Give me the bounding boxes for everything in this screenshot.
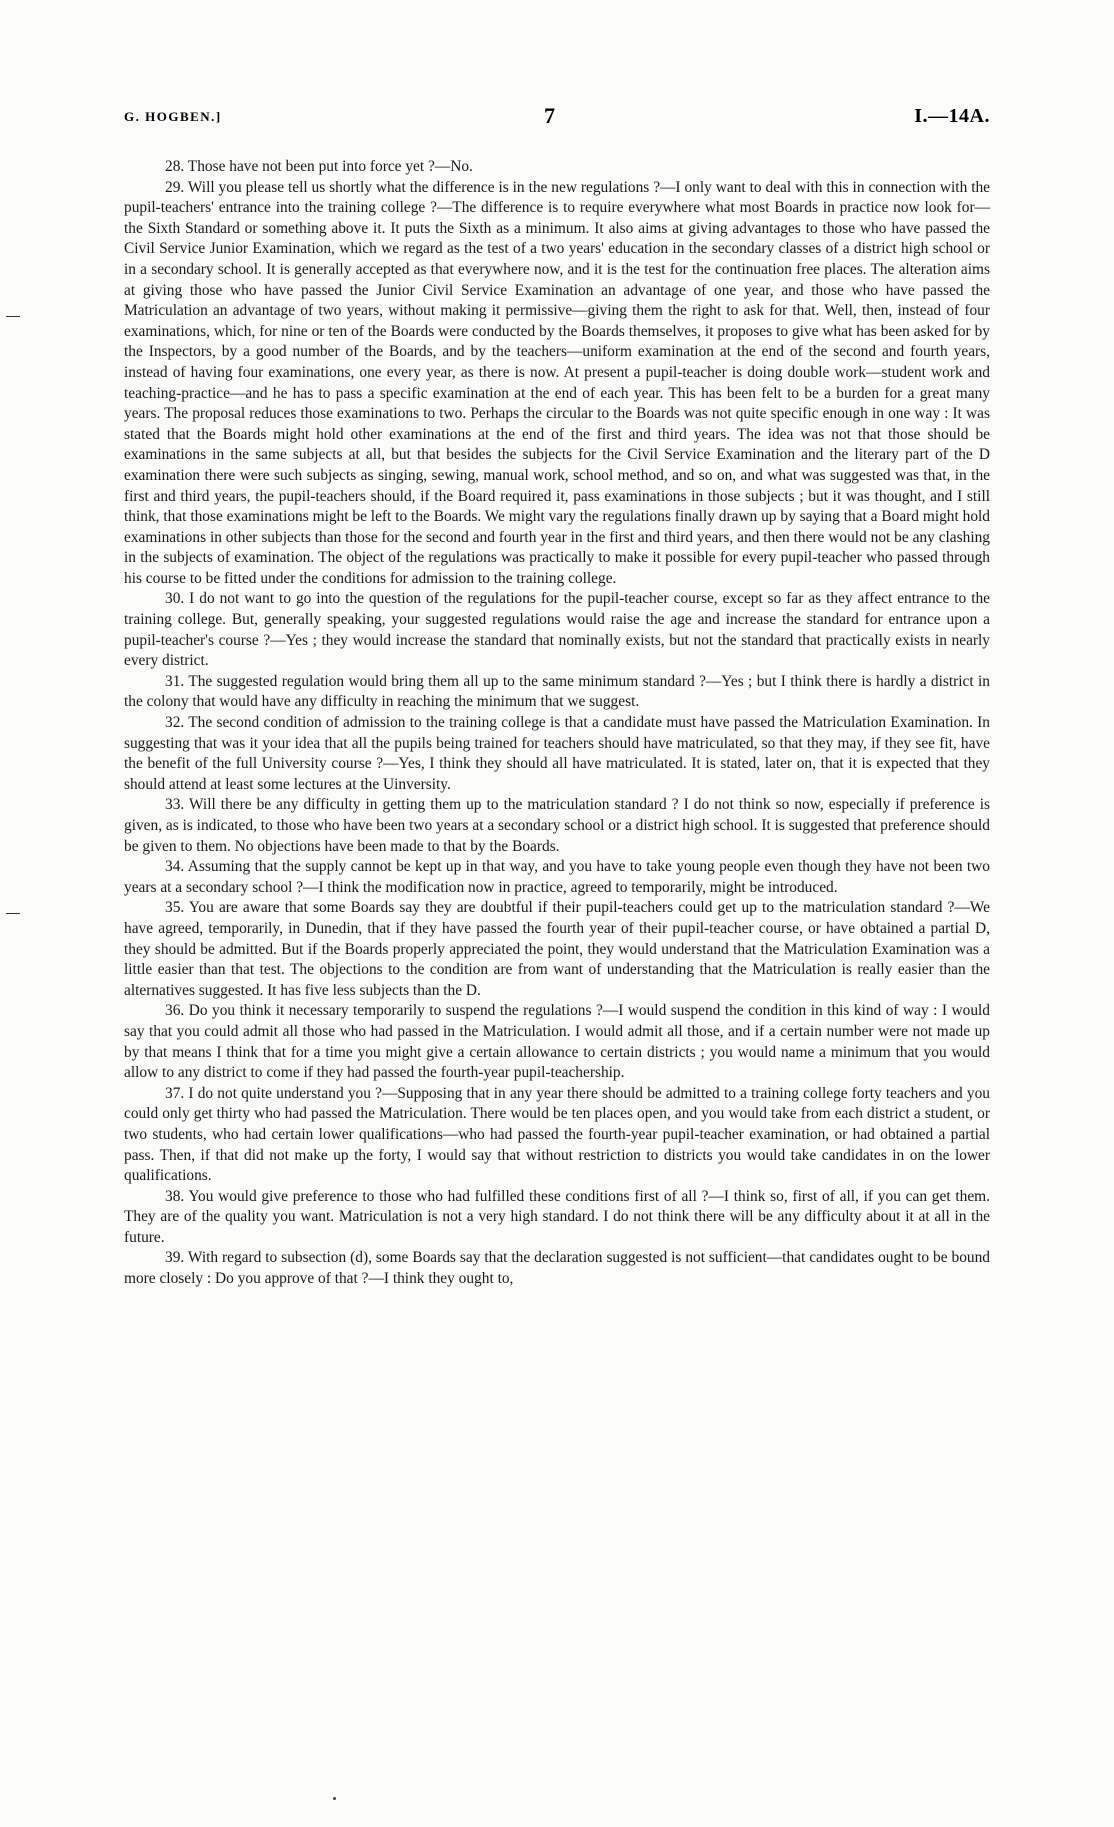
paragraph-33: 33. Will there be any difficulty in getting them up to the matriculation standard ? I do not think so now, especially if preference is given, as is indicated, to those who have been two years at a secondary school or a district high school. It is suggested that preference should be given to them. No objections have been made to that by the Boards. xyxy=(124,796,990,855)
page-header xyxy=(124,105,990,135)
paragraph-39: 39. With regard to subsection (d), some Boards say that the declaration suggested is not sufficient—that candidates ought to be bound more closely : Do you approve of that ?—I think they ought to, xyxy=(124,1249,990,1288)
paragraph-28: 28. Those have not been put into force yet ?—No. xyxy=(165,158,473,175)
header-author: G. HOGBEN.] xyxy=(124,109,222,124)
paragraph-36: 36. Do you think it necessary temporarily to suspend the regulations ?—I would suspend the condition in this kind of way : I would say that you could admit all those who had passed in the Matriculation. I would admit all those, and if a certain number were not made up by that means I think that for a time you might give a certain allowance to certain districts ; you would name a minimum that you would allow to any district to come if they had passed the fourth-year pupil-teachership. xyxy=(124,1002,990,1082)
page-number: 7 xyxy=(544,103,555,128)
paragraph-38: 38. You would give preference to those who had fulfilled these conditions first of all ?—I think so, first of all, if you can get them. They are of the quality you want. Matriculation is not a very high standard. I do not think there will be any difficulty about it at all in the future. xyxy=(124,1187,990,1246)
margin-mark xyxy=(6,913,20,914)
paragraph-37: 37. I do not quite understand you ?—Supposing that in any year there should be admitted to a training college forty teachers and you could only get thirty who had passed the Matriculation. There would be ten places open, and you would take from each district a student, or two students, who had certain lower qualifications—who had passed the fourth-year pupil-teacher examination, or had obtained a partial pass. Then, if that did not make up the forty, I would say that without restriction to districts you would take candidates in on the lower qualifications. xyxy=(124,1084,990,1185)
print-speck xyxy=(333,1797,336,1800)
paragraph-31: 31. The suggested regulation would bring them all up to the same minimum standard ?—Yes ; but I think there is hardly a district in the colony that would have any difficulty in reaching the minimum that we suggest. xyxy=(124,672,990,711)
paragraph-32: 32. The second condition of admission to the training college is that a candidate must have passed the Matriculation Examination. In suggesting that was it your idea that all the pupils being trained for teachers should have matriculated, so that they may, if they see fit, have the benefit of the full University course ?—Yes, I think they should all have matriculated. It is stated, later on, that it is expected that they should attend at least some lectures at the Uinversity. xyxy=(124,714,990,793)
paragraph-30: 30. I do not want to go into the question of the regulations for the pupil-teacher course, except so far as they affect entrance to the training college. But, generally speaking, your suggested regulations would raise the age and increase the standard for entrance upon a pupil-teacher's course ?—Yes ; they would increase the standard that nominally exists, but not the standard that practically exists in nearly every district. xyxy=(124,590,990,670)
margin-mark xyxy=(6,316,20,317)
paragraph-34: 34. Assuming that the supply cannot be kept up in that way, and you have to take young people even though they have not been two years at a secondary school ?—I think the modification now in practice, agreed to temporarily, might be introduced. xyxy=(124,858,990,896)
paragraph-35: 35. You are aware that some Boards say they are doubtful if their pupil-teachers could get up to the matriculation standard ?—We have agreed, temporarily, in Dunedin, that if they have passed the fourth year of their pupil-teacher course, or have obtained a partial D, they should be admitted. But if the Boards properly appreciated the point, they would understand that the Matriculation Examination was a little easier than that test. The objections to the condition are from want of understanding that the Matriculation is really easier than the alternatives suggested. It has five less subjects than the D. xyxy=(124,899,990,999)
paragraph-29: 29. Will you please tell us shortly what the difference is in the new regulations ?—I only want to deal with this in connection with the pupil-teachers' entrance into the training college ?—The difference is to require everywhere what most Boards in practice now look for—the Sixth Standard or something above it. It puts the Sixth as a minimum. It also aims at giving advantages to those who have passed the Civil Service Junior Examination, which we regard as the test of a two years' education in the secondary classes of a district high school or in a secondary school. It is generally accepted as that everywhere now, and it is the test for the continuation free places. The alteration aims at giving those who have passed the Junior Civil Service Examination an advantage of one year, and those who have passed the Matriculation an advantage of two years, without making it permissive—giving them the right to ask for that. Well, then, instead of four examinations, which, for nine or ten of the Boards were conducted by the Boards themselves, it proposes to give what has been asked for by the Inspectors, by a good number of the Boards, and by the teachers—uniform examination at the end of the second and fourth years, instead of having four examinations, one every year, as there is now. At present a pupil-teacher is doing double work—student work and teaching-practice—and he has to pass a specific examination at the end of each year. This has been felt to be a burden for a great many years. The proposal reduces those examinations to two. Perhaps the circular to the Boards was not quite specific enough in one way : It was stated that the Boards might hold other examinations at the end of the first and third years. The idea was not that those should be examinations in the same subjects at all, but that besides the subjects for the Civil Service Examination and the literary part of the D examination there were such subjects as singing, sewing, manual work, school method, and so on, and what was suggested was that, in the first and third years, the pupil-teachers should, if the Board required it, pass examinations in those subjects ; but it was thought, and I still think, that those examinations might be left to the Boards. We might vary the regulations finally drawn up by saying that a Board might hold examinations in other subjects than those for the second and fourth year in the first and third years, and then there would not be any clashing in the subjects of examination. The object of the regulations was practically to make it possible for every pupil-teacher who passed through his course to be fitted under the conditions for admission to the training college. xyxy=(124,178,990,587)
document-code: I.—14A. xyxy=(914,105,990,127)
body-text xyxy=(124,157,990,1290)
